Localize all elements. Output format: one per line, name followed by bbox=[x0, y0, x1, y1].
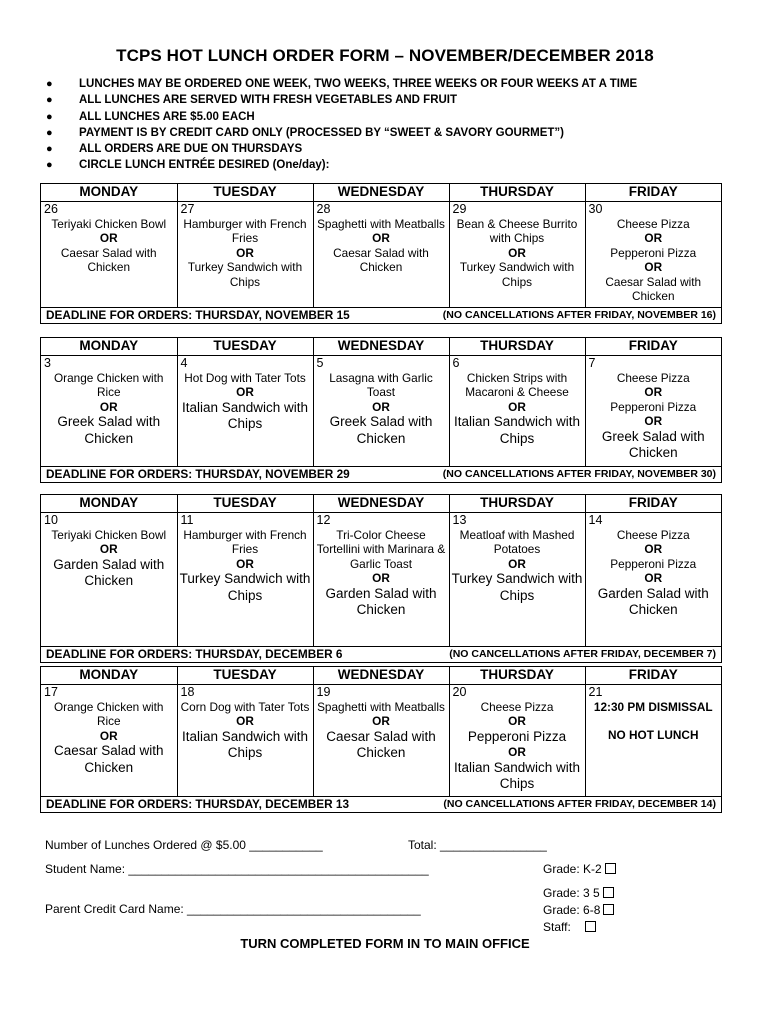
or-label: OR bbox=[236, 385, 254, 400]
instructions-list bbox=[44, 76, 637, 174]
day-header: TUESDAY bbox=[177, 667, 313, 684]
lunch-option[interactable]: Lasagna with Garlic Toast bbox=[329, 370, 433, 400]
lunch-option[interactable]: Corn Dog with Tater Tots bbox=[180, 699, 310, 714]
cancellation-note: (NO CANCELLATIONS AFTER FRIDAY, NOVEMBER 30) bbox=[442, 468, 716, 480]
bullet-icon: ● bbox=[46, 110, 53, 123]
day-header: FRIDAY bbox=[585, 495, 721, 512]
day-header: WEDNESDAY bbox=[313, 667, 449, 684]
grade-68-option[interactable] bbox=[543, 903, 614, 917]
or-label: OR bbox=[508, 556, 526, 571]
lunch-option[interactable]: Turkey Sandwich with Chips bbox=[187, 260, 303, 289]
day-cell bbox=[585, 355, 721, 466]
or-label: OR bbox=[372, 231, 390, 246]
date-number: 20 bbox=[452, 684, 467, 699]
day-cell bbox=[313, 684, 449, 796]
day-header: THURSDAY bbox=[449, 338, 585, 355]
deadline-row bbox=[41, 796, 721, 812]
day-cell bbox=[449, 201, 585, 307]
deadline-row bbox=[41, 307, 721, 323]
date-number: 7 bbox=[588, 355, 596, 370]
day-header: MONDAY bbox=[41, 338, 177, 355]
or-label: OR bbox=[99, 399, 118, 414]
day-header: THURSDAY bbox=[449, 184, 585, 201]
day-header: FRIDAY bbox=[585, 338, 721, 355]
or-label: OR bbox=[644, 414, 663, 429]
day-header: THURSDAY bbox=[449, 495, 585, 512]
or-label: OR bbox=[508, 399, 526, 414]
or-label: OR bbox=[644, 385, 663, 400]
lunch-option[interactable]: Italian Sandwich with Chips bbox=[181, 399, 309, 432]
num-lunches-field[interactable]: Number of Lunches Ordered @ $5.00 ___________ bbox=[45, 838, 323, 852]
day-header: TUESDAY bbox=[177, 184, 313, 201]
day-header: THURSDAY bbox=[449, 667, 585, 684]
lunch-option[interactable]: Caesar Salad with Chicken bbox=[333, 245, 429, 275]
deadline-text: DEADLINE FOR ORDERS: THURSDAY, NOVEMBER 29 bbox=[46, 467, 350, 481]
or-label: OR bbox=[644, 571, 663, 586]
lunch-option[interactable]: Italian Sandwich with Chips bbox=[453, 414, 581, 446]
cancellation-note: (NO CANCELLATIONS AFTER FRIDAY, DECEMBER 7) bbox=[449, 648, 716, 660]
date-number: 19 bbox=[316, 684, 331, 699]
lunch-option[interactable]: Orange Chicken with Rice bbox=[53, 699, 164, 729]
lunch-option[interactable]: Garden Salad with Chicken bbox=[597, 585, 709, 618]
date-number: 6 bbox=[452, 355, 460, 370]
bullet-icon: ● bbox=[46, 143, 53, 156]
day-header: MONDAY bbox=[41, 184, 177, 201]
lunch-option[interactable]: Italian Sandwich with Chips bbox=[181, 728, 309, 761]
or-label: OR bbox=[236, 556, 254, 571]
or-label: OR bbox=[644, 231, 663, 246]
lunch-option[interactable]: Orange Chicken with Rice bbox=[53, 370, 164, 400]
lunch-option[interactable]: Turkey Sandwich with Chips bbox=[179, 571, 311, 603]
checkbox[interactable] bbox=[605, 863, 616, 874]
date-number: 11 bbox=[180, 512, 194, 527]
day-cell bbox=[41, 355, 177, 466]
grade-k2-label: Grade: K-2 bbox=[543, 862, 602, 876]
or-label: OR bbox=[644, 260, 663, 275]
deadline-text: DEADLINE FOR ORDERS: THURSDAY, NOVEMBER 15 bbox=[46, 308, 350, 322]
day-cell bbox=[449, 355, 585, 466]
day-cell bbox=[585, 512, 721, 646]
lunch-option[interactable]: Garden Salad with Chicken bbox=[325, 585, 437, 618]
lunch-option[interactable]: Garden Salad with Chicken bbox=[53, 556, 165, 589]
lunch-option[interactable]: Cheese Pizza bbox=[616, 370, 690, 385]
deadline-row bbox=[41, 646, 721, 662]
date-number: 21 bbox=[588, 684, 603, 699]
bullet-icon: ● bbox=[46, 159, 53, 172]
day-cell bbox=[41, 201, 177, 307]
date-number: 18 bbox=[180, 684, 195, 699]
day-cell bbox=[177, 512, 313, 646]
lunch-option[interactable]: Cheese Pizza bbox=[616, 216, 690, 231]
lunch-option[interactable]: Greek Salad with Chicken bbox=[57, 414, 161, 446]
day-header: WEDNESDAY bbox=[313, 184, 449, 201]
student-name-field[interactable]: Student Name: _____________________________________________ bbox=[45, 862, 429, 876]
day-cell bbox=[177, 201, 313, 307]
or-label: OR bbox=[99, 231, 118, 246]
lunch-option[interactable]: Tri-Color Cheese Tortellini with Marinara & Garlic Toast bbox=[316, 527, 446, 571]
bullet-icon: ● bbox=[46, 94, 53, 107]
or-label: OR bbox=[236, 714, 254, 729]
lunch-option[interactable]: Pepperoni Pizza bbox=[610, 245, 697, 260]
day-cell bbox=[449, 684, 585, 796]
or-label: OR bbox=[372, 571, 390, 586]
day-header: WEDNESDAY bbox=[313, 495, 449, 512]
lunch-option[interactable]: Hot Dog with Tater Tots bbox=[184, 370, 306, 385]
lunch-option[interactable]: Chicken Strips with Macaroni & Cheese bbox=[465, 370, 569, 400]
instruction-item: ● PAYMENT IS BY CREDIT CARD ONLY (PROCESSED BY “SWEET & SAVORY GOURMET”) bbox=[46, 126, 564, 139]
or-label: OR bbox=[372, 714, 390, 729]
day-cell bbox=[177, 684, 313, 796]
total-field[interactable]: Total: ________________ bbox=[408, 838, 547, 852]
lunch-option[interactable]: Turkey Sandwich with Chips bbox=[451, 571, 583, 603]
or-label: OR bbox=[99, 728, 118, 743]
or-label: OR bbox=[508, 745, 526, 760]
cancellation-note: (NO CANCELLATIONS AFTER FRIDAY, DECEMBER 14) bbox=[443, 798, 716, 810]
day-header: MONDAY bbox=[41, 667, 177, 684]
week-table bbox=[40, 666, 722, 813]
date-number: 12 bbox=[316, 512, 331, 527]
day-cell bbox=[585, 201, 721, 307]
day-cell bbox=[177, 355, 313, 466]
checkbox[interactable] bbox=[603, 904, 614, 915]
or-label: OR bbox=[508, 245, 526, 260]
grade-35-label: Grade: 3 5 bbox=[543, 886, 600, 900]
day-header: FRIDAY bbox=[585, 184, 721, 201]
day-cell bbox=[449, 512, 585, 646]
lunch-option[interactable]: Turkey Sandwich with Chips bbox=[459, 260, 575, 289]
page-title: TCPS HOT LUNCH ORDER FORM – NOVEMBER/DECEMBER 2018 bbox=[116, 46, 654, 65]
lunch-option[interactable]: Italian Sandwich with Chips bbox=[453, 759, 581, 792]
lunch-option[interactable]: Caesar Salad with Chicken bbox=[60, 245, 157, 275]
grade-68-label: Grade: 6-8 bbox=[543, 903, 601, 917]
instruction-item: ● CIRCLE LUNCH ENTRÉE DESIRED (One/day): bbox=[46, 159, 330, 172]
date-number: 27 bbox=[180, 201, 195, 216]
day-header: TUESDAY bbox=[177, 495, 313, 512]
deadline-text: DEADLINE FOR ORDERS: THURSDAY, DECEMBER 6 bbox=[46, 647, 343, 661]
lunch-option[interactable]: Hamburger with French Fries bbox=[183, 216, 307, 246]
lunch-option[interactable]: Spaghetti with Meatballs bbox=[317, 216, 445, 231]
instruction-item: ● LUNCHES MAY BE ORDERED ONE WEEK, TWO WEEKS, THREE WEEKS OR FOUR WEEKS AT A TIME bbox=[46, 78, 638, 90]
staff-label: Staff: bbox=[543, 920, 571, 934]
instruction-item: ● ALL ORDERS ARE DUE ON THURSDAYS bbox=[46, 143, 303, 156]
date-number: 13 bbox=[452, 512, 467, 527]
bullet-icon: ● bbox=[46, 78, 53, 90]
day-cell bbox=[313, 355, 449, 466]
lunch-option[interactable]: Teriyaki Chicken Bowl bbox=[51, 527, 167, 542]
staff-option[interactable] bbox=[543, 920, 596, 934]
lunch-option[interactable]: Pepperoni Pizza bbox=[467, 728, 567, 744]
checkbox[interactable] bbox=[585, 921, 596, 932]
date-number: 3 bbox=[44, 355, 51, 370]
day-cell bbox=[313, 512, 449, 646]
date-number: 17 bbox=[44, 684, 58, 699]
date-number: 26 bbox=[44, 201, 58, 216]
week-table bbox=[40, 337, 722, 483]
day-cell bbox=[41, 684, 177, 796]
date-number: 30 bbox=[588, 201, 603, 216]
submit-instructions: TURN COMPLETED FORM IN TO MAIN OFFICE bbox=[240, 936, 530, 951]
deadline-text: DEADLINE FOR ORDERS: THURSDAY, DECEMBER 13 bbox=[46, 797, 350, 811]
grade-k2-option[interactable] bbox=[543, 862, 616, 876]
instruction-item: ● ALL LUNCHES ARE $5.00 EACH bbox=[46, 110, 255, 123]
week-table bbox=[40, 494, 722, 663]
lunch-option[interactable]: Bean & Cheese Burrito with Chips bbox=[456, 216, 578, 246]
lunch-option[interactable]: Pepperoni Pizza bbox=[610, 399, 697, 414]
day-header: WEDNESDAY bbox=[313, 338, 449, 355]
day-cell bbox=[41, 512, 177, 646]
lunch-option[interactable]: Meatloaf with Mashed Potatoes bbox=[459, 527, 575, 557]
week-table bbox=[40, 183, 722, 324]
lunch-option[interactable]: Cheese Pizza bbox=[616, 527, 690, 542]
day-header: FRIDAY bbox=[585, 667, 721, 684]
date-number: 14 bbox=[588, 512, 603, 527]
lunch-option[interactable]: Spaghetti with Meatballs bbox=[317, 699, 445, 714]
lunch-option[interactable]: Caesar Salad with Chicken bbox=[53, 743, 164, 775]
day-cell bbox=[585, 684, 721, 796]
or-label: OR bbox=[508, 714, 526, 729]
lunch-option[interactable]: Caesar Salad with Chicken bbox=[326, 728, 436, 761]
date-number: 29 bbox=[452, 201, 467, 216]
lunch-option[interactable]: Hamburger with French Fries bbox=[183, 527, 307, 557]
grade-35-option[interactable] bbox=[543, 886, 614, 900]
day-header: TUESDAY bbox=[177, 338, 313, 355]
lunch-option[interactable]: Greek Salad with Chicken bbox=[329, 414, 433, 446]
dismissal-note: 12:30 PM DISMISSAL bbox=[593, 699, 713, 714]
lunch-option[interactable]: Greek Salad with Chicken bbox=[601, 428, 705, 461]
bullet-icon: ● bbox=[46, 126, 53, 139]
cancellation-note: (NO CANCELLATIONS AFTER FRIDAY, NOVEMBER 16) bbox=[442, 309, 716, 321]
instruction-item: ● ALL LUNCHES ARE SERVED WITH FRESH VEGETABLES AND FRUIT bbox=[46, 94, 458, 107]
or-label: OR bbox=[236, 245, 254, 260]
day-header: MONDAY bbox=[41, 495, 177, 512]
date-number: 10 bbox=[44, 512, 58, 527]
no-lunch-note: NO HOT LUNCH bbox=[608, 728, 699, 743]
lunch-option[interactable]: Caesar Salad with Chicken bbox=[605, 274, 702, 304]
date-number: 28 bbox=[316, 201, 331, 216]
date-number: 5 bbox=[316, 355, 324, 370]
lunch-option[interactable]: Cheese Pizza bbox=[480, 699, 554, 714]
lunch-option[interactable]: Pepperoni Pizza bbox=[610, 556, 697, 571]
parent-card-name-field[interactable]: Parent Credit Card Name: ___________________________________ bbox=[45, 902, 421, 916]
date-number: 4 bbox=[180, 355, 188, 370]
checkbox[interactable] bbox=[603, 887, 614, 898]
or-label: OR bbox=[644, 542, 663, 557]
or-label: OR bbox=[372, 399, 390, 414]
deadline-row bbox=[41, 466, 721, 482]
lunch-option[interactable]: Teriyaki Chicken Bowl bbox=[51, 216, 167, 231]
day-cell bbox=[313, 201, 449, 307]
or-label: OR bbox=[99, 542, 118, 557]
